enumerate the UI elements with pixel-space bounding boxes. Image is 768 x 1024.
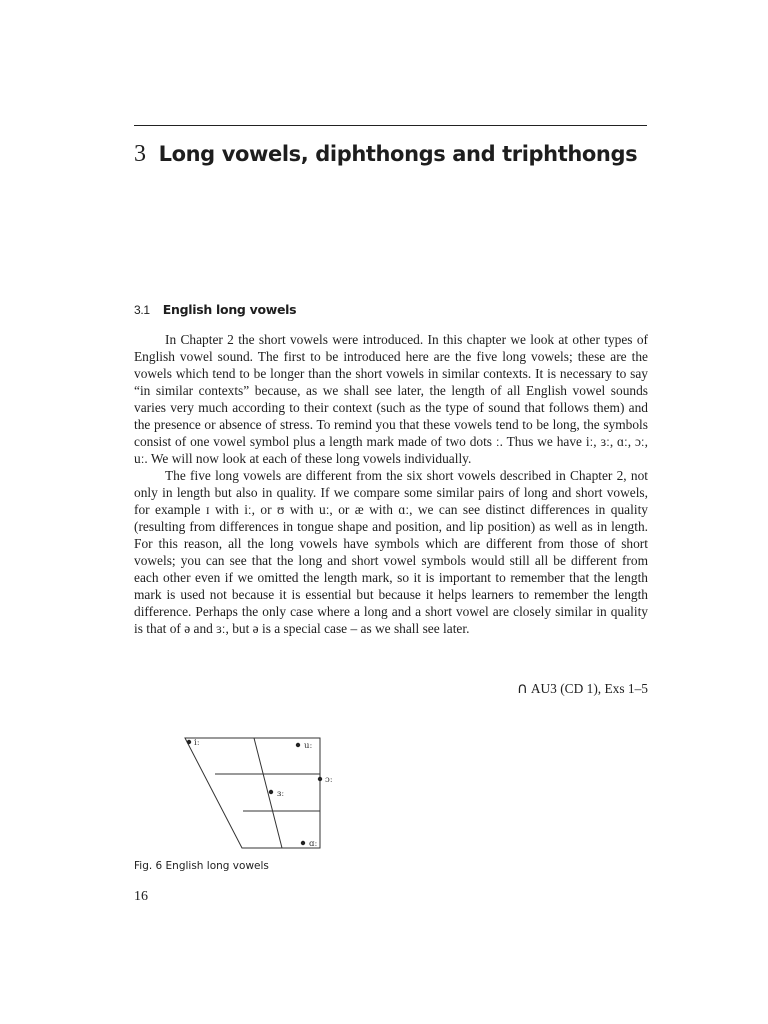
figure-caption: Fig. 6 English long vowels — [134, 860, 269, 872]
chapter-number: 3 — [134, 141, 146, 167]
chapter-title-text: Long vowels, diphthongs and triphthongs — [158, 142, 638, 166]
section-heading — [134, 302, 296, 317]
chapter-title — [134, 141, 654, 168]
headphones-icon: ∩ — [516, 679, 528, 697]
vowel-dot-o — [318, 777, 322, 781]
vowel-label-i: iː — [194, 738, 200, 748]
vowel-dot-u — [296, 743, 300, 747]
page-number: 16 — [134, 889, 148, 904]
paragraph-1: In Chapter 2 the short vowels were introduced. In this chapter we look at other types of English vowel sound. The first to be introduced here are the five long vowels; these are the vowels which tend to be longer than the short vowels in similar contexts. It is necessary to say “in similar contexts” because, as we shall see later, the length of all English vowel sounds varies very much according to their context (such as the type of sound that follows them) and the presence or absence of stress. To remind you that these vowels tend to be long, the symbols consist of one vowel symbol plus a length mark made of two dots ː. Thus we have iː, ɜː, ɑː, ɔː, uː. We will now look at each of these long vowels individually. — [134, 332, 648, 466]
vowel-label-a: ɑː — [309, 839, 318, 849]
vowel-dot-a — [301, 841, 305, 845]
audio-reference — [517, 679, 648, 697]
quadrilateral-outline — [185, 738, 320, 848]
audio-reference-text: AU3 (CD 1), Exs 1–5 — [530, 681, 648, 696]
paragraph-2: The five long vowels are different from the six short vowels described in Chapter 2, not only in length but also in quality. If we compare some similar pairs of long and short vowels, for example ɪ with iː, or ʊ with uː, or æ with ɑː, we can see distinct differences in quality (resulting from differences in tongue shape and position, and lip position) as well as in length. For this reason, all the long vowels have symbols which are different from those of short vowels; you can see that the long and short vowel symbols would still all be different from each other even if we omitted the length mark, so it is important to remember that the length mark is used not because it is essential but because it helps learners to remember the length difference. Perhaps the only case where a long and a short vowel are closely similar in quality is that of ə and ɜː, but ə is a special case – as we shall see later. — [134, 468, 648, 636]
section-title: English long vowels — [162, 302, 297, 317]
vowel-quadrilateral — [170, 730, 360, 860]
vowel-chart-figure — [170, 730, 360, 860]
body-text — [134, 331, 648, 637]
vowel-label-o: ɔː — [325, 775, 333, 785]
vowel-dot-3 — [269, 790, 273, 794]
chapter-top-rule — [134, 125, 647, 126]
section-number: 3.1 — [134, 303, 150, 317]
vowel-label-u: uː — [304, 741, 313, 751]
vowel-label-3: ɜː — [277, 789, 285, 799]
vowel-dot-i — [187, 740, 191, 744]
